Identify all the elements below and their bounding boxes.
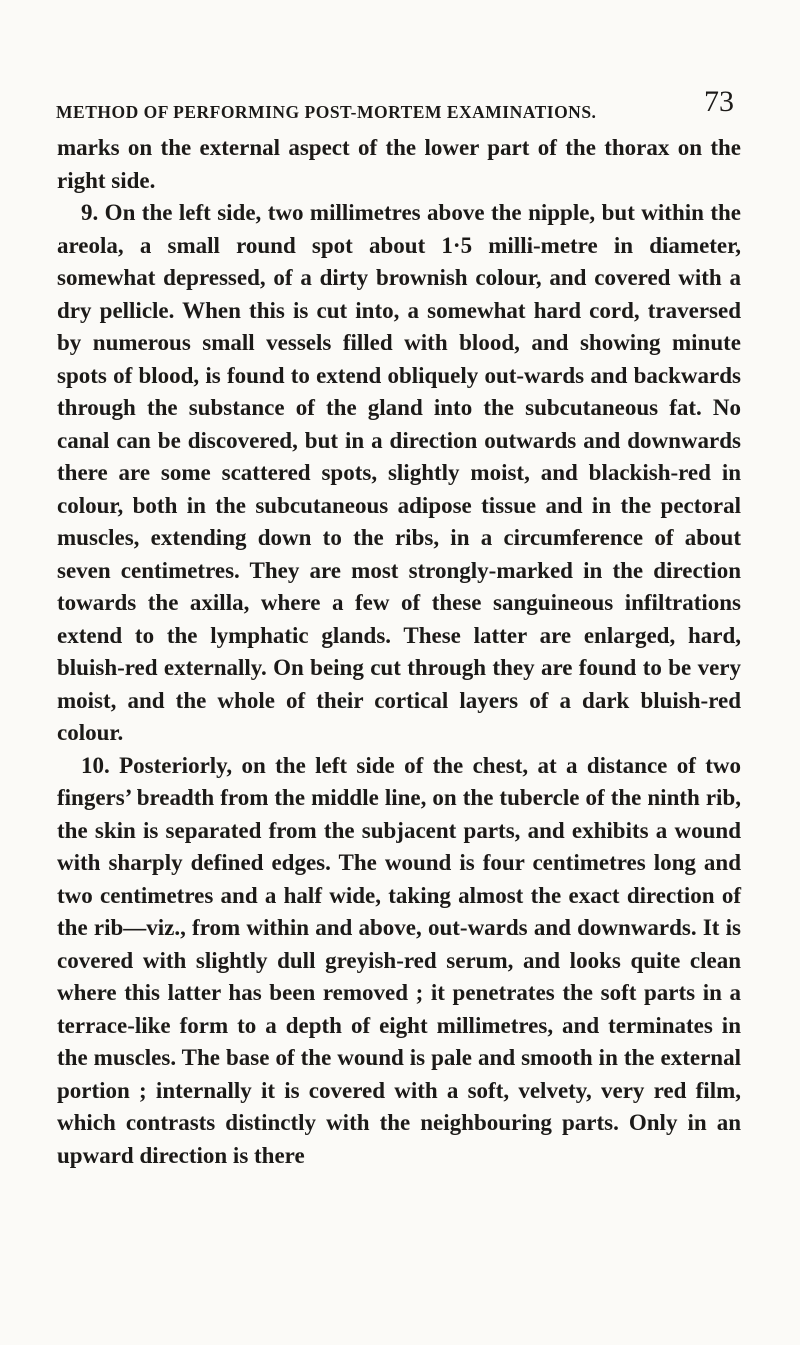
running-title: METHOD OF PERFORMING POST-MORTEM EXAMINATIONS. (56, 102, 597, 122)
paragraph-continuation: marks on the external aspect of the lower part of the thorax on the right side. (57, 135, 741, 193)
paragraph-10: 10. Posteriorly, on the left side of the chest, at a distance of two fingers’ breadth from the middle line, on the tubercle of the ninth rib, the skin is separated from the subjacent parts, and exhibits a wound with sharply defined edges. The wound is four centimetres long and two centimetres and a half wide, taking almost the exact direction of the rib—viz., from within and above, out-wards and downwards. It is covered with slightly dull greyish-red serum, and looks quite clean where this latter has been removed ; it penetrates the soft parts in a terrace-like form to a depth of eight millimetres, and terminates in the muscles. The base of the wound is pale and smooth in the external portion ; internally it is covered with a soft, velvety, very red film, which contrasts distinctly with the neighbouring parts. Only in an upward direction is there (57, 752, 741, 1168)
page-number: 73 (704, 85, 734, 118)
running-head (56, 84, 734, 124)
body-text (57, 132, 741, 1172)
paragraph-9: 9. On the left side, two millimetres above the nipple, but within the areola, a small round spot about 1·5 milli-metre in diameter, somewhat depressed, of a dirty brownish colour, and covered with a dry pellicle. When this is cut into, a somewhat hard cord, traversed by numerous small vessels filled with blood, and showing minute spots of blood, is found to extend obliquely out-wards and backwards through the substance of the gland into the subcutaneous fat. No canal can be discovered, but in a direction outwards and downwards there are some scattered spots, slightly moist, and blackish-red in colour, both in the subcutaneous adipose tissue and in the pectoral muscles, extending down to the ribs, in a circumference of about seven centimetres. They are most strongly-marked in the direction towards the axilla, where a few of these sanguineous infiltrations extend to the lymphatic glands. These latter are enlarged, hard, bluish-red externally. On being cut through they are found to be very moist, and the whole of their cortical layers of a dark bluish-red colour. (57, 200, 741, 745)
